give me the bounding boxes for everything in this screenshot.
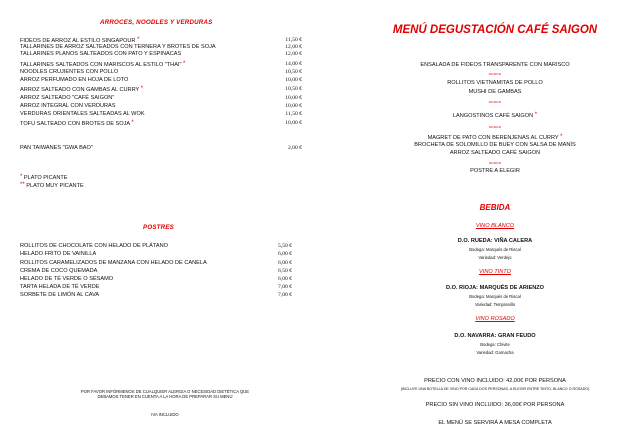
item-price: 10,50 € bbox=[285, 69, 302, 75]
item-price: 10,00 € bbox=[285, 95, 302, 101]
price-with-wine: PRECIO CON VINO INCLUIDO: 42,00€ POR PERSONA bbox=[424, 378, 566, 384]
item-price: 6,00 € bbox=[278, 276, 292, 282]
course-line: ENSALADA DE FIDEOS TRANSPARENTE CON MARISCO bbox=[420, 62, 570, 68]
wine-do: D.O. RUEDA: VIÑA CALERA bbox=[457, 238, 533, 244]
wine-category: VINO TINTO bbox=[479, 269, 511, 275]
item-price: 5,50 € bbox=[278, 243, 292, 249]
course-line: BROCHETA DE SOLOMILLO DE BUEY CON SALSA DE MANÍS bbox=[414, 142, 576, 148]
drinks-title: BEBIDA bbox=[479, 203, 511, 212]
legend-very-spicy: ** PLATO MUY PICANTE bbox=[20, 182, 84, 189]
item-price: 10,00 € bbox=[285, 103, 302, 109]
list-item: TALLARINES PLANOS SALTEADOS CON PATO Y ESPINACAS bbox=[20, 51, 182, 57]
wine-variety: Variedad: Tempranillo bbox=[474, 302, 516, 307]
item-price: 14,00 € bbox=[285, 61, 302, 67]
item-price: 11,50 € bbox=[285, 37, 302, 43]
list-item: HELADO FRITO DE VAINILLA bbox=[20, 251, 97, 257]
list-item: ROLLITOS DE CHOCOLATE CON HELADO DE PLÁTANO bbox=[20, 243, 168, 249]
separator: ooooo bbox=[488, 71, 502, 76]
list-item: NOODLES CRUJIENTES CON POLLO bbox=[20, 69, 119, 75]
item-price: 11,50 € bbox=[285, 111, 302, 117]
list-item: FIDEOS DE ARROZ AL ESTILO SINGAPOUR * bbox=[20, 37, 140, 44]
list-item: ARROZ SALTEADO "CAFÉ SAIGON" bbox=[20, 95, 115, 101]
item-price: 6,50 € bbox=[278, 268, 292, 274]
wine-variety: Variedad: Verdejo bbox=[478, 255, 512, 260]
item-price: 10,00 € bbox=[285, 120, 302, 126]
list-item: TALLARINES SALTEADOS CON MARISCOS AL ESTILO "THAI" * bbox=[20, 61, 186, 68]
item-price: 2,00 € bbox=[288, 145, 302, 151]
wine-category: VINO ROSADO bbox=[475, 316, 515, 322]
item-price: 6,00 € bbox=[278, 251, 292, 257]
menu-title: MENÚ DEGUSTACIÓN CAFÉ SAIGON bbox=[392, 24, 598, 36]
course-line: ARROZ SALTEADO CAFÉ SAIGON bbox=[449, 150, 541, 156]
list-item: ROLLITOS CARAMELIZADOS DE MANZANA CON HELADO DE CANELA bbox=[20, 260, 207, 266]
full-table-note: EL MENÚ SE SERVIRÁ A MESA COMPLETA bbox=[438, 420, 552, 426]
separator: ooooo bbox=[488, 124, 502, 129]
list-item: ARROZ SALTEADO CON GAMBAS AL CURRY * bbox=[20, 86, 144, 93]
list-item: CREMA DE COCO QUEMADA bbox=[20, 268, 98, 274]
wine-category: VINO BLANCO bbox=[475, 223, 515, 229]
allergy-note: POR FAVOR INFÓRMENOS DE CUALQUIER ALERGIA O NECESIDAD DIETÉTICA QUE DEBAMOS TENER EN CUENTA A LA HORA DE PREPARAR SU MENÚ bbox=[80, 389, 250, 399]
item-price: 7,00 € bbox=[278, 284, 292, 290]
item-price: 10,50 € bbox=[285, 86, 302, 92]
wine-bodega: Bodega: Marqués de Riscal bbox=[469, 247, 521, 252]
item-price: 10,00 € bbox=[285, 77, 302, 83]
list-item: SORBETE DE LIMÓN AL CAVA bbox=[20, 292, 100, 298]
list-item: VERDURAS ORIENTALES SALTEADAS AL WOK bbox=[20, 111, 145, 117]
course-line: MUSHI DE GAMBAS bbox=[468, 89, 522, 95]
separator: ooooo bbox=[488, 160, 502, 165]
list-item: HELADO DE TÉ VERDE O SÉSAMO bbox=[20, 276, 114, 282]
wine-do: D.O. RIOJA: MARQUÉS DE ARIENZO bbox=[446, 285, 544, 291]
legend-spicy: * PLATO PICANTE bbox=[20, 174, 68, 181]
wine-do: D.O. NAVARRA: GRAN FEUDO bbox=[454, 333, 536, 339]
list-item-bao: PAN TAIWANES "GWA BAO" bbox=[20, 145, 93, 151]
list-item: TARTA HELADA DE TÉ VERDE bbox=[20, 284, 100, 290]
iva-note: IVA INCLUIDO bbox=[151, 412, 179, 417]
course-line: LANGOSTINOS CAFÉ SAIGON * bbox=[452, 112, 538, 119]
section-title-arroces: ARROCES, NOODLES Y VERDURAS bbox=[100, 19, 213, 26]
price-without-wine: PRECIO SIN VINO INCLUIDO: 36,00€ POR PERSONA bbox=[425, 402, 565, 408]
wine-bodega: Bodega: Marqués de Riscal bbox=[469, 294, 521, 299]
course-line: POSTRE A ELEGIR bbox=[470, 168, 520, 174]
list-item: ARROZ PERFUMADO EN HOJA DE LOTO bbox=[20, 77, 129, 83]
item-price: 12,00 € bbox=[285, 51, 302, 57]
list-item: TOFU SALTEADO CON BROTES DE SOJA * bbox=[20, 120, 134, 127]
list-item: TALLARINES DE ARROZ SALTEADOS CON TERNERA Y BROTES DE SOJA bbox=[20, 44, 216, 50]
list-item: ARROZ INTEGRAL CON VERDURAS bbox=[20, 103, 116, 109]
section-title-postres: POSTRES bbox=[143, 224, 174, 231]
course-line: ROLLITOS VIETNAMITAS DE POLLO bbox=[447, 80, 543, 86]
course-line: MAGRET DE PATO CON BERENJENAS AL CURRY * bbox=[427, 134, 563, 141]
item-price: 6,00 € bbox=[278, 260, 292, 266]
wine-bodega: Bodega: Chivite bbox=[480, 342, 510, 347]
item-price: 12,00 € bbox=[285, 44, 302, 50]
wine-variety: Variedad: Garnacha bbox=[476, 350, 514, 355]
item-price: 7,00 € bbox=[278, 292, 292, 298]
separator: ooooo bbox=[488, 99, 502, 104]
price-with-wine-note: (INCLUYE UNA BOTELLA DE VINO POR CADA DOS PERSONAS, A ELEGIR ENTRE TINTO, BLANCO O ROSADO) bbox=[400, 387, 590, 391]
